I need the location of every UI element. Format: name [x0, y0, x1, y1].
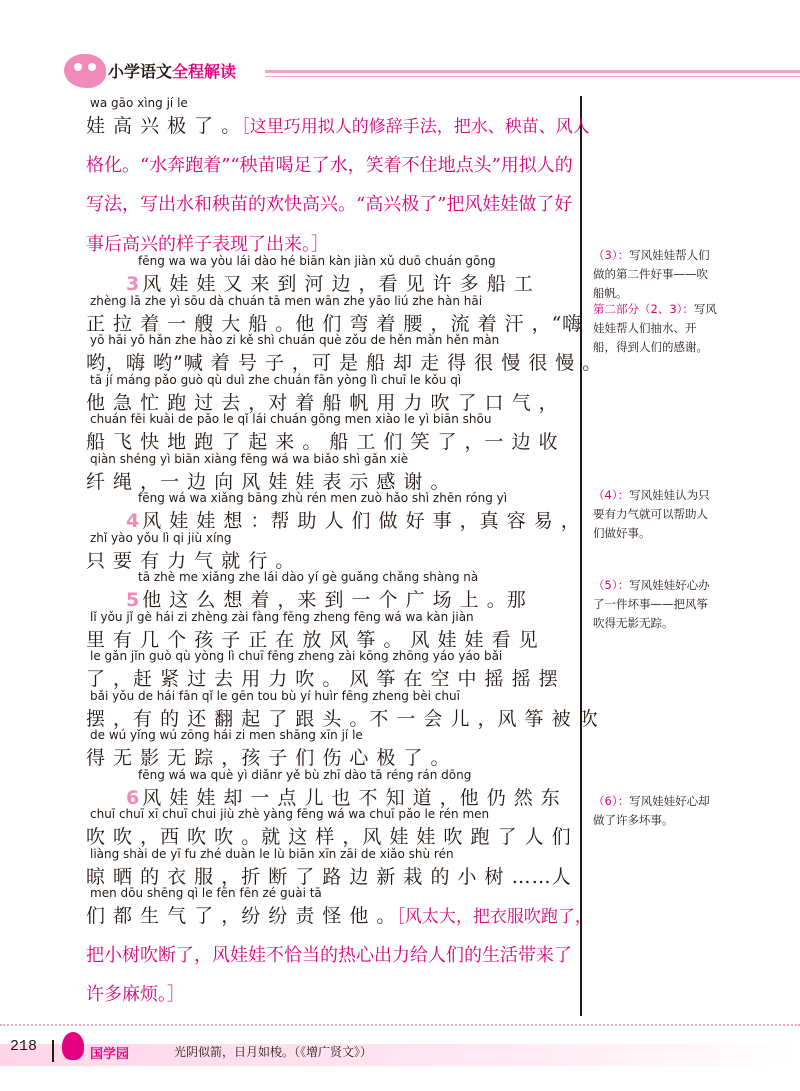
text-line — [86, 254, 572, 294]
hanzi-text: 正 拉 着 一 艘 大 船 。他 们 弯 着 腰 ，流 着 汗 ，“嗨 — [86, 312, 583, 335]
pinyin-line: zhèng lā zhe yì sōu dà chuán tā men wān zhe yāo liú zhe hàn hāi — [90, 293, 483, 308]
side-note-3 — [593, 246, 718, 303]
hanzi-text: 娃 高 兴 极 了 。 — [86, 115, 242, 137]
text-line — [86, 807, 572, 847]
header-rule — [265, 70, 800, 73]
side-note-part-two — [593, 300, 718, 357]
text-line — [86, 215, 572, 255]
hanzi-line — [86, 546, 295, 573]
pinyin-line: yō hāi yō hǎn zhe hào zi kě shì chuán què zǒu de hěn màn hěn màn — [90, 333, 500, 347]
guoxue-mascot-icon — [62, 1032, 84, 1060]
hanzi-text: 了 ，赶 紧 过 去 用 力 吹 。 风 筝 在 空 中 摇 摇 摆 — [86, 668, 559, 690]
footer-dotted-rule — [0, 1024, 800, 1026]
side-note-label: （4）： — [593, 488, 630, 502]
pinyin-line: tā jí máng pǎo guò qù duì zhe chuán fān yòng lì chuī le kǒu qì — [90, 372, 462, 387]
side-note-text: 写风娃娃帮人们做的第二件好事——吹船帆。 — [593, 248, 710, 300]
hanzi-line — [86, 822, 572, 849]
page-number: 218 — [10, 1038, 38, 1055]
pinyin-line: chuī chuī xī chuī chui jiù zhè yàng fēng wá wa chuī pǎo le rén men — [90, 807, 490, 821]
hanzi-line — [86, 783, 561, 810]
hanzi-text: 们 都 生 气 了 ，纷 纷 责 怪 他 。 — [86, 905, 397, 927]
page-number-divider — [52, 1040, 54, 1062]
hanzi-line — [86, 625, 539, 652]
hanzi-text: 他 这 么 想 着 ，来 到 一 个 广 场 上 。那 — [142, 589, 527, 611]
paragraph-number: 6 — [126, 786, 141, 809]
side-note-text: 写风娃娃认为只要有力气就可以帮助人们做好事。 — [593, 488, 710, 540]
hanzi-line — [86, 585, 527, 612]
hanzi-line — [86, 862, 572, 889]
text-line — [86, 412, 572, 452]
hanzi-line — [86, 230, 329, 256]
text-line — [86, 649, 572, 689]
hanzi-line — [86, 704, 599, 731]
text-line — [86, 175, 572, 215]
annotation-text: ［这里巧用拟人的修辞手法，把水、秧苗、风人 — [241, 117, 590, 137]
side-note-4 — [593, 486, 718, 543]
series-title — [108, 59, 236, 82]
hanzi-line — [86, 348, 602, 375]
hanzi-line — [86, 467, 450, 494]
hanzi-line — [86, 309, 582, 336]
pinyin-line: men dōu shēng qì le fēn fēn zé guài tā — [90, 886, 322, 900]
text-line — [86, 768, 572, 808]
hanzi-line — [86, 111, 590, 138]
hanzi-line — [86, 269, 534, 296]
hanzi-line — [86, 388, 559, 415]
pinyin-line: liàng shài de yī fu zhé duàn le lù biān xīn zāi de xiǎo shù rén — [90, 846, 454, 861]
hanzi-line — [86, 901, 592, 928]
side-note-label: （6）： — [593, 794, 630, 808]
paragraph-number: 3 — [126, 273, 141, 295]
side-note-text: 写风娃娃帮人们抽水、开船，得到人们的感谢。 — [593, 302, 717, 354]
pinyin-line: tā zhè me xiǎng zhe lái dào yí gè guǎng chǎng shàng nà — [138, 570, 479, 584]
annotation-text: 写法，写出水和秧苗的欢快高兴。“高兴极了”把风娃娃做了好 — [86, 194, 573, 215]
hanzi-text: 他 急 忙 跑 过 去 ，对 着 船 帆 用 力 吹 了 口 气 ， — [86, 391, 559, 414]
hanzi-text: 风 娃 娃 想 ：帮 助 人 们 做 好 事 ，真 容 易 ， — [142, 510, 581, 532]
text-line — [86, 570, 572, 610]
pinyin-line: wa gāo xìng jí le — [90, 96, 188, 110]
text-line — [86, 886, 592, 927]
hanzi-line — [86, 980, 185, 1006]
text-line — [86, 333, 603, 374]
side-note-label: （3）： — [593, 248, 630, 262]
side-note-text: 写风娃娃好心却做了许多坏事。 — [593, 794, 710, 827]
pinyin-line: lǐ yǒu jǐ gè hái zi zhèng zài fàng fēng zheng fēng wá wa kàn jiàn — [90, 609, 474, 624]
pinyin-line: de wú yǐng wú zōng hái zi men shāng xīn jí le — [90, 728, 363, 742]
column-divider — [580, 96, 582, 1016]
text-line — [86, 847, 572, 887]
text-line — [86, 965, 572, 1005]
text-line — [86, 491, 581, 532]
pinyin-line: le gǎn jǐn guò qù yòng lì chuī fēng zheng zài kōng zhōng yáo yáo bǎi — [90, 649, 503, 663]
side-note-6 — [593, 792, 718, 830]
hanzi-line — [86, 151, 573, 177]
text-line — [86, 688, 599, 730]
hanzi-text: 哟，嗨 哟”喊 着 号 子 ，可 是 船 却 走 得 很 慢 很 慢 。 — [86, 352, 603, 374]
annotation-text: 把小树吹断了，风娃娃不恰当的热心出力给人们的生活带来了 — [86, 944, 572, 966]
pinyin-line: qiàn shéng yì biān xiàng fēng wá wa biǎo shì gǎn xiè — [90, 451, 409, 466]
hanzi-line — [86, 190, 572, 216]
text-line — [86, 610, 572, 650]
hanzi-text: 摆 ，有 的 还 翻 起 了 跟 头 。不 一 会 儿 ，风 筝 被 吹 — [86, 707, 599, 730]
hanzi-line — [86, 743, 450, 770]
paragraph-number: 5 — [126, 589, 141, 611]
text-line — [86, 452, 572, 492]
text-line — [86, 728, 572, 768]
annotation-text: ［风太大，把衣服吹跑了， — [396, 907, 592, 927]
hanzi-text: 吹 吹 ，西 吹 吹 。就 这 样 ，风 娃 娃 吹 跑 了 人 们 — [86, 826, 572, 848]
footer-label: 国学园 — [90, 1047, 130, 1062]
side-note-5 — [593, 576, 718, 633]
annotation-text: 许多麻烦。］ — [86, 984, 185, 1005]
hanzi-line — [86, 506, 581, 533]
hanzi-text: 晾 晒 的 衣 服 ，折 断 了 路 边 新 栽 的 小 树 ……人 — [86, 865, 572, 888]
hanzi-text: 风 娃 娃 又 来 到 河 边 ，看 见 许 多 船 工 — [142, 273, 534, 295]
pinyin-line: fēng wá wa què yì diǎnr yě bù zhī dào tā réng rán dōng — [138, 767, 472, 782]
series-title-prefix: 小学语文 — [108, 62, 173, 81]
hanzi-text: 里 有 几 个 孩 子 正 在 放 风 筝 。 风 娃 娃 看 见 — [86, 628, 539, 651]
mascot-logo-icon — [64, 54, 106, 88]
side-note-label: 第二部分（2、3）： — [593, 302, 694, 316]
header-rule-thin — [265, 76, 800, 77]
pinyin-line: chuán fēi kuài de pǎo le qǐ lái chuán gōng men xiào le yì biān shōu — [90, 412, 492, 426]
text-line — [86, 293, 583, 335]
text-line — [86, 531, 572, 571]
pinyin-line: fēng wá wa xiǎng bāng zhù rén men zuò hǎo shì zhēn róng yì — [138, 491, 508, 505]
page-header — [0, 0, 800, 92]
hanzi-text: 只 要 有 力 气 就 行 。 — [86, 549, 296, 572]
hanzi-line — [86, 941, 572, 967]
pinyin-line: zhǐ yào yǒu lì qi jiù xíng — [90, 530, 232, 545]
side-note-text: 写风娃娃好心办了一件坏事——把风筝吹得无影无踪。 — [593, 578, 710, 630]
hanzi-line — [86, 664, 559, 691]
text-line — [86, 373, 572, 413]
hanzi-text: 风 娃 娃 却 一 点 儿 也 不 知 道 ，他 仍 然 东 — [142, 786, 561, 809]
hanzi-text: 得 无 影 无 踪 ，孩 子 们 伤 心 极 了 。 — [86, 747, 451, 769]
annotation-text: 事后高兴的样子表现了出来。］ — [86, 233, 329, 255]
side-note-label: （5）： — [593, 578, 630, 592]
text-line — [86, 136, 572, 176]
hanzi-line — [86, 427, 559, 454]
hanzi-text: 纤 绳 ，一 边 向 风 娃 娃 表 示 感 谢 。 — [86, 470, 451, 493]
hanzi-text: 船 飞 快 地 跑 了 起 来 。 船 工 们 笑 了 ，一 边 收 — [86, 431, 559, 453]
series-title-accent: 全程解读 — [172, 62, 237, 81]
text-line — [86, 96, 590, 137]
pinyin-line: bǎi yǒu de hái fān qǐ le gēn tou bù yí huìr fēng zheng bèi chuī — [90, 688, 460, 703]
paragraph-number: 4 — [126, 510, 141, 532]
pinyin-line: fēng wa wa yòu lái dào hé biān kàn jiàn xǔ duō chuán gōng — [138, 254, 496, 268]
footer-quote: 光阴似箭，日月如梭。（《增广贤文》） — [174, 1045, 373, 1059]
text-line — [86, 926, 572, 966]
annotation-text: 格化。“水奔跑着”“秧苗喝足了水，笑着不住地点头”用拟人的 — [86, 154, 573, 176]
